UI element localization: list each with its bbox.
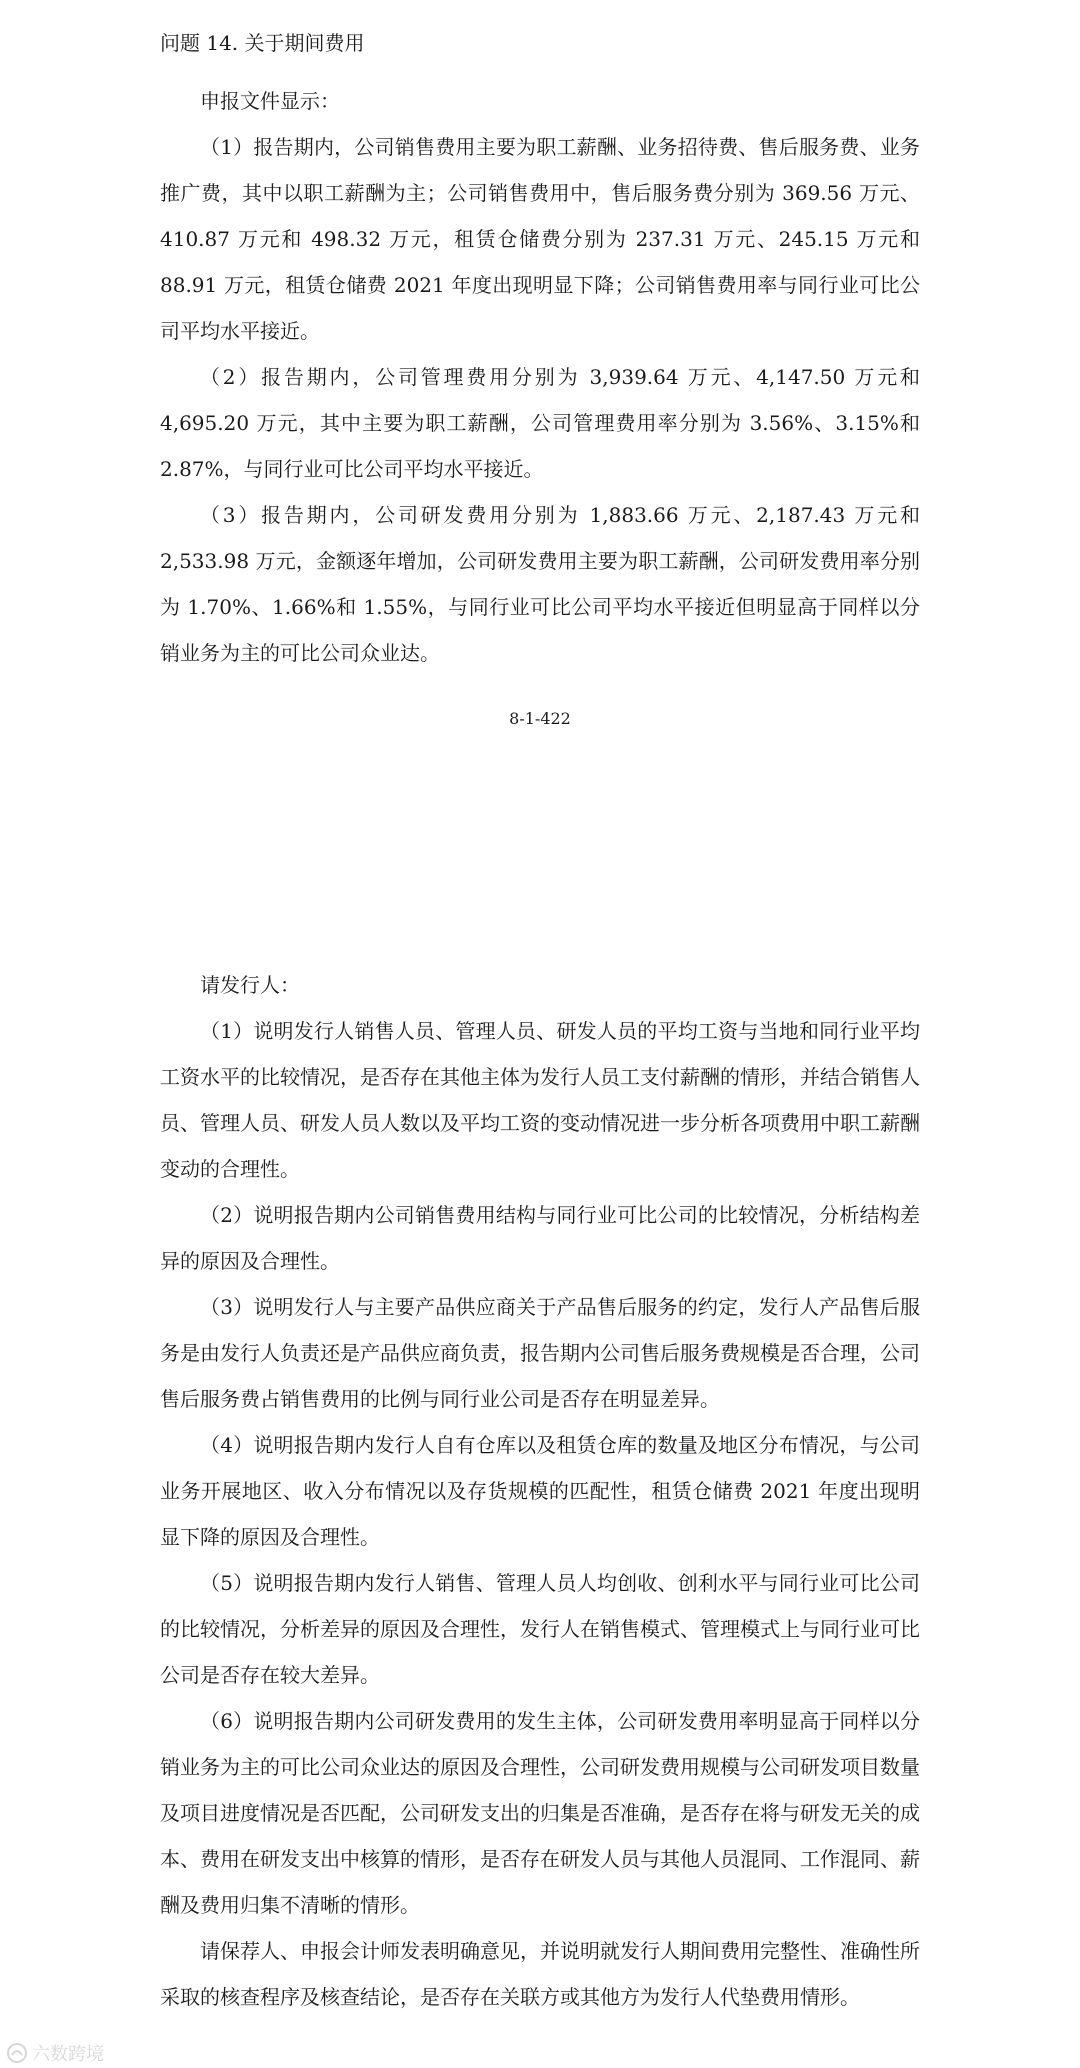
lower-item-3-block	[160, 1284, 920, 1422]
lower-intro-block	[160, 962, 920, 1008]
upper-section	[160, 78, 920, 124]
upper-item-1: （1）报告期内，公司销售费用主要为职工薪酬、业务招待费、售后服务费、业务推广费，其中以职工薪酬为主；公司销售费用中，售后服务费分别为 369.56 万元、410.87 万元和 498.32 万元，租赁仓储费分别为 237.31 万元、245.15 万元和 88.91 万元，租赁仓储费 2021 年度出现明显下降；公司销售费用率与同行业可比公司平均水平接近。	[160, 135, 920, 343]
question-heading: 问题 14. 关于期间费用	[160, 31, 365, 55]
upper-item-2-block	[160, 354, 920, 492]
lower-item-4: （4）说明报告期内发行人自有仓库以及租赁仓库的数量及地区分布情况，与公司业务开展地区、收入分布情况以及存货规模的匹配性，租赁仓储费 2021 年度出现明显下降的原因及合理性。	[160, 1433, 920, 1549]
lower-intro: 请发行人：	[200, 973, 300, 997]
lower-item-5-block	[160, 1560, 920, 1698]
lower-item-1-block	[160, 1008, 920, 1192]
liushu-logo-icon	[6, 2042, 28, 2064]
page-number: 8-1-422	[509, 709, 571, 728]
upper-item-1-block	[160, 124, 920, 354]
lower-item-2-block	[160, 1192, 920, 1284]
lower-item-4-block	[160, 1422, 920, 1560]
upper-item-3-block	[160, 492, 920, 676]
closing-paragraph: 请保荐人、申报会计师发表明确意见，并说明就发行人期间费用完整性、准确性所采取的核查程序及核查结论，是否存在关联方或其他方为发行人代垫费用情形。	[160, 1939, 920, 2009]
lower-item-3: （3）说明发行人与主要产品供应商关于产品售后服务的约定，发行人产品售后服务是由发行人负责还是产品供应商负责，报告期内公司售后服务费规模是否合理，公司售后服务费占销售费用的比例与同行业公司是否存在明显差异。	[160, 1295, 920, 1411]
watermark-text: 六数跨境	[32, 2044, 104, 2065]
lower-item-6: （6）说明报告期内公司研发费用的发生主体，公司研发费用率明显高于同样以分销业务为主的可比公司众业达的原因及合理性，公司研发费用规模与公司研发项目数量及项目进度情况是否匹配，公司研发支出的归集是否准确，是否存在将与研发无关的成本、费用在研发支出中核算的情形，是否存在研发人员与其他人员混同、工作混同、薪酬及费用归集不清晰的情形。	[160, 1709, 920, 1917]
lower-item-6-block	[160, 1698, 920, 1928]
watermark	[6, 2040, 104, 2066]
upper-item-2: （2）报告期内，公司管理费用分别为 3,939.64 万元、4,147.50 万元和 4,695.20 万元，其中主要为职工薪酬，公司管理费用率分别为 3.56%、3.15%和 2.87%，与同行业可比公司平均水平接近。	[160, 365, 920, 481]
lower-item-5: （5）说明报告期内发行人销售、管理人员人均创收、创利水平与同行业可比公司的比较情况，分析差异的原因及合理性，发行人在销售模式、管理模式上与同行业可比公司是否存在较大差异。	[160, 1571, 920, 1687]
closing-block	[160, 1928, 920, 2020]
lower-item-1: （1）说明发行人销售人员、管理人员、研发人员的平均工资与当地和同行业平均工资水平的比较情况，是否存在其他主体为发行人员工支付薪酬的情形，并结合销售人员、管理人员、研发人员人数以及平均工资的变动情况进一步分析各项费用中职工薪酬变动的合理性。	[160, 1019, 920, 1181]
upper-intro: 申报文件显示：	[200, 89, 340, 113]
upper-item-3: （3）报告期内，公司研发费用分别为 1,883.66 万元、2,187.43 万元和 2,533.98 万元，金额逐年增加，公司研发费用主要为职工薪酬，公司研发费用率分别为 1.70%、1.66%和 1.55%，与同行业可比公司平均水平接近但明显高于同样以分销业务为主的可比公司众业达。	[160, 503, 920, 665]
lower-item-2: （2）说明报告期内公司销售费用结构与同行业可比公司的比较情况，分析结构差异的原因及合理性。	[160, 1203, 920, 1273]
